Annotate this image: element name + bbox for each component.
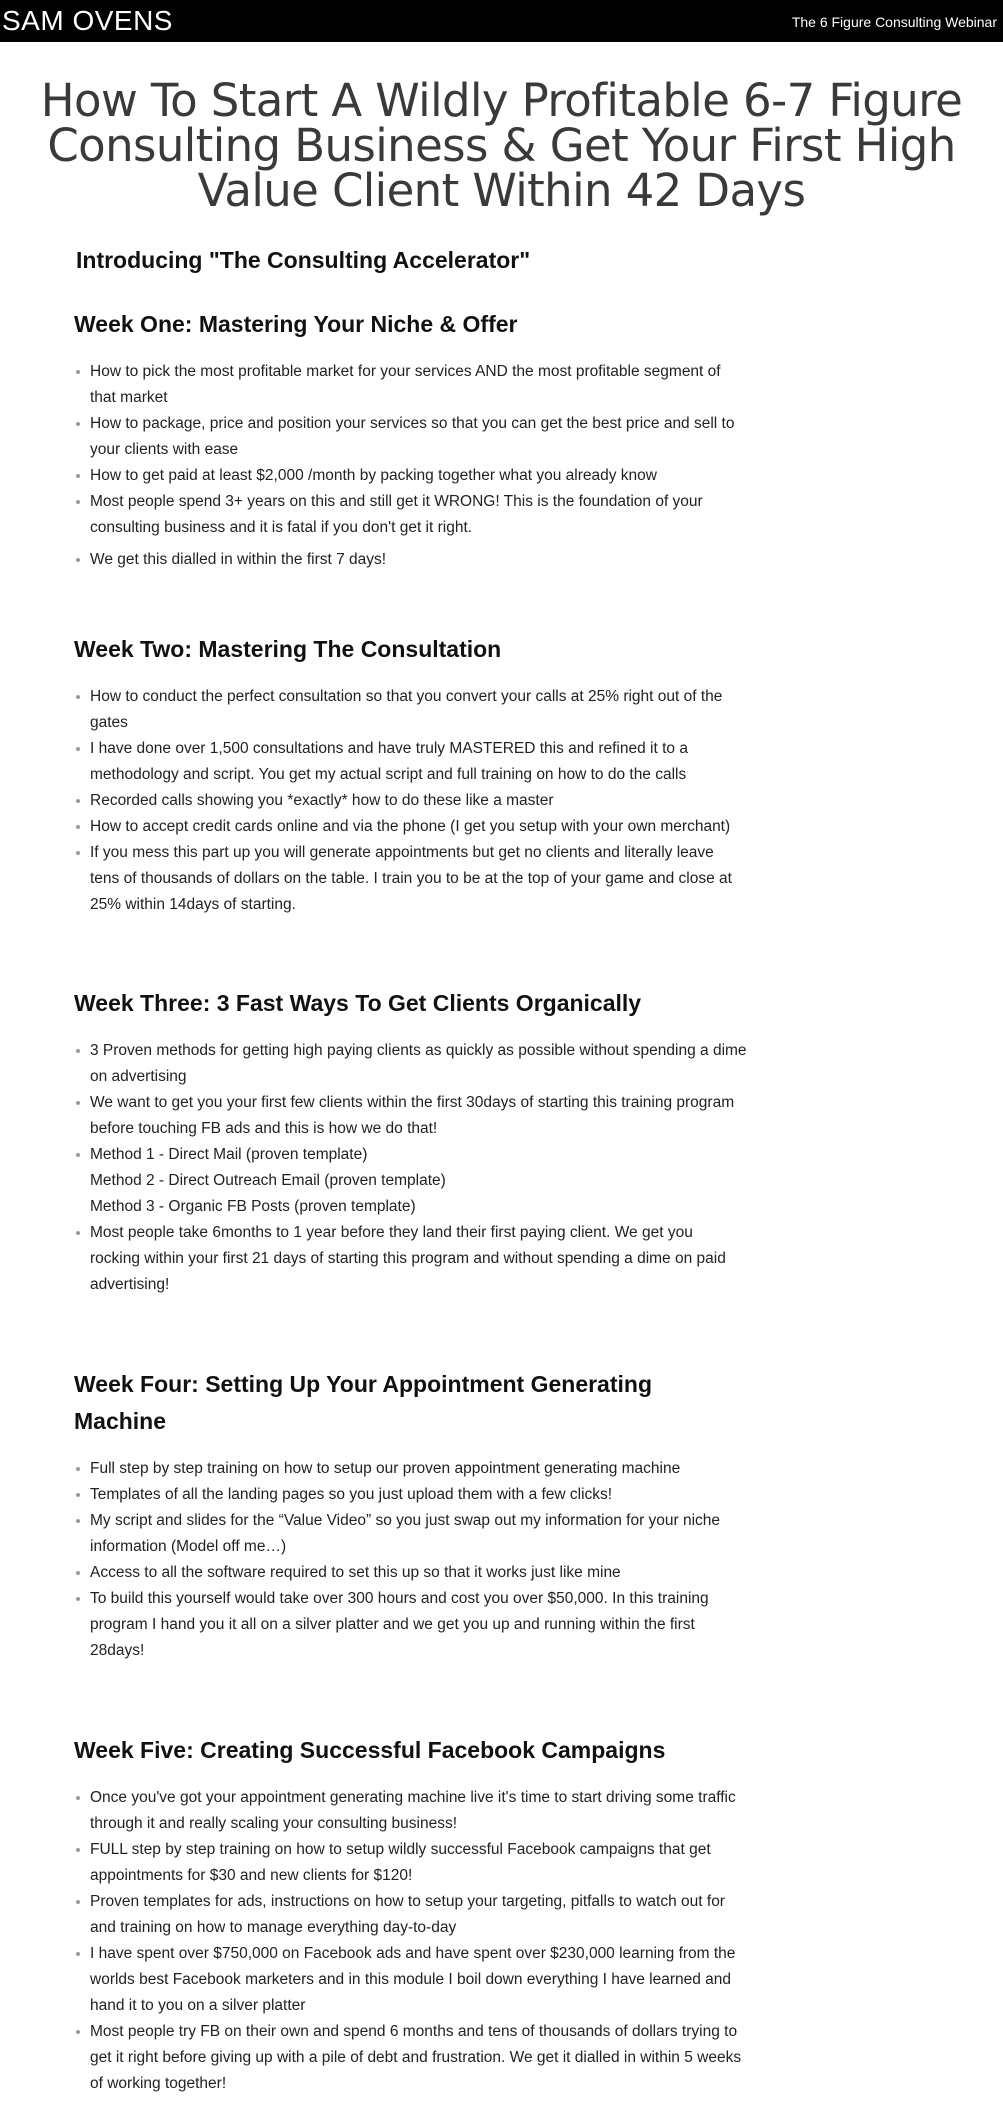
list-item: My script and slides for the “Value Video” so you just swap out my information for your niche information (Model off me…) <box>90 1508 774 1560</box>
list-item: Most people spend 3+ years on this and still get it WRONG! This is the foundation of your consulting business and it is fatal if you don't get it right. <box>90 489 774 541</box>
week-four-list <box>74 1456 774 1664</box>
list-item: I have done over 1,500 consultations and have truly MASTERED this and refined it to a methodology and script. You get my actual script and full training on how to do the calls <box>90 736 774 788</box>
page-title: How To Start A Wildly Profitable 6-7 Figure Consulting Business & Get Your First High Value Client Within 42 Days <box>40 74 963 217</box>
list-item: Method 1 - Direct Mail (proven template) Method 2 - Direct Outreach Email (proven template) Method 3 - Organic FB Posts (proven template) <box>90 1142 774 1220</box>
week-three-title: Week Three: 3 Fast Ways To Get Clients Organically <box>74 990 642 1016</box>
list-item: 3 Proven methods for getting high paying clients as quickly as possible without spending a dime on advertising <box>90 1038 774 1090</box>
week-two-list <box>74 684 774 918</box>
intro-heading: Introducing "The Consulting Accelerator" <box>76 247 531 273</box>
week-four-title: Week Four: Setting Up Your Appointment Generating Machine <box>74 1371 652 1434</box>
week-one-list <box>74 359 774 573</box>
list-item: Access to all the software required to set this up so that it works just like mine <box>90 1560 774 1586</box>
webinar-link[interactable]: The 6 Figure Consulting Webinar <box>791 14 997 30</box>
week-three-section <box>74 985 774 1298</box>
week-two-section <box>74 631 774 918</box>
week-five-title: Week Five: Creating Successful Facebook Campaigns <box>74 1737 666 1763</box>
list-item: How to accept credit cards online and via the phone (I get you setup with your own merchant) <box>90 814 774 840</box>
list-item: FULL step by step training on how to setup wildly successful Facebook campaigns that get appointments for $30 and new clients for $120! <box>90 1837 774 1889</box>
logo[interactable]: SAM OVENS <box>2 5 173 36</box>
week-five-list <box>74 1785 774 2097</box>
list-item: I have spent over $750,000 on Facebook ads and have spent over $230,000 learning from the worlds best Facebook marketers and in this module I boil down everything I have learned and hand it to you on a silver platter <box>90 1941 774 2019</box>
top-bar <box>0 0 1003 42</box>
list-item: To build this yourself would take over 300 hours and cost you over $50,000. In this training program I hand you it all on a silver platter and we get you up and running within the first 28days! <box>90 1586 774 1664</box>
list-item: How to pick the most profitable market for your services AND the most profitable segment of that market <box>90 359 774 411</box>
list-item: We want to get you your first few clients within the first 30days of starting this training program before touching FB ads and this is how we do that! <box>90 1090 774 1142</box>
week-one-title: Week One: Mastering Your Niche & Offer <box>74 311 518 337</box>
list-item: We get this dialled in within the first 7 days! <box>90 547 774 573</box>
week-three-list <box>74 1038 774 1298</box>
list-item: How to package, price and position your services so that you can get the best price and sell to your clients with ease <box>90 411 774 463</box>
list-item: How to conduct the perfect consultation so that you convert your calls at 25% right out of the gates <box>90 684 774 736</box>
list-item: Full step by step training on how to setup our proven appointment generating machine <box>90 1456 774 1482</box>
list-item: Proven templates for ads, instructions on how to setup your targeting, pitfalls to watch out for and training on how to manage everything day-to-day <box>90 1889 774 1941</box>
list-item: Most people take 6months to 1 year before they land their first paying client. We get you rocking within your first 21 days of starting this program and without spending a dime on paid advertising! <box>90 1220 774 1298</box>
week-two-title: Week Two: Mastering The Consultation <box>74 636 502 662</box>
list-item: How to get paid at least $2,000 /month by packing together what you already know <box>90 463 774 489</box>
list-item: Once you've got your appointment generating machine live it's time to start driving some traffic through it and really scaling your consulting business! <box>90 1785 774 1837</box>
list-item: Templates of all the landing pages so you just upload them with a few clicks! <box>90 1482 774 1508</box>
week-five-section <box>74 1732 774 2097</box>
list-item: Recorded calls showing you *exactly* how to do these like a master <box>90 788 774 814</box>
week-four-section <box>74 1366 774 1664</box>
list-item: If you mess this part up you will generate appointments but get no clients and literally leave tens of thousands of dollars on the table. I train you to be at the top of your game and close at 25% within 14days of starting. <box>90 840 774 918</box>
list-item: Most people try FB on their own and spend 6 months and tens of thousands of dollars trying to get it right before giving up with a pile of debt and frustration. We get it dialled in within 5 weeks of working together! <box>90 2019 774 2097</box>
week-one-section <box>74 306 774 573</box>
